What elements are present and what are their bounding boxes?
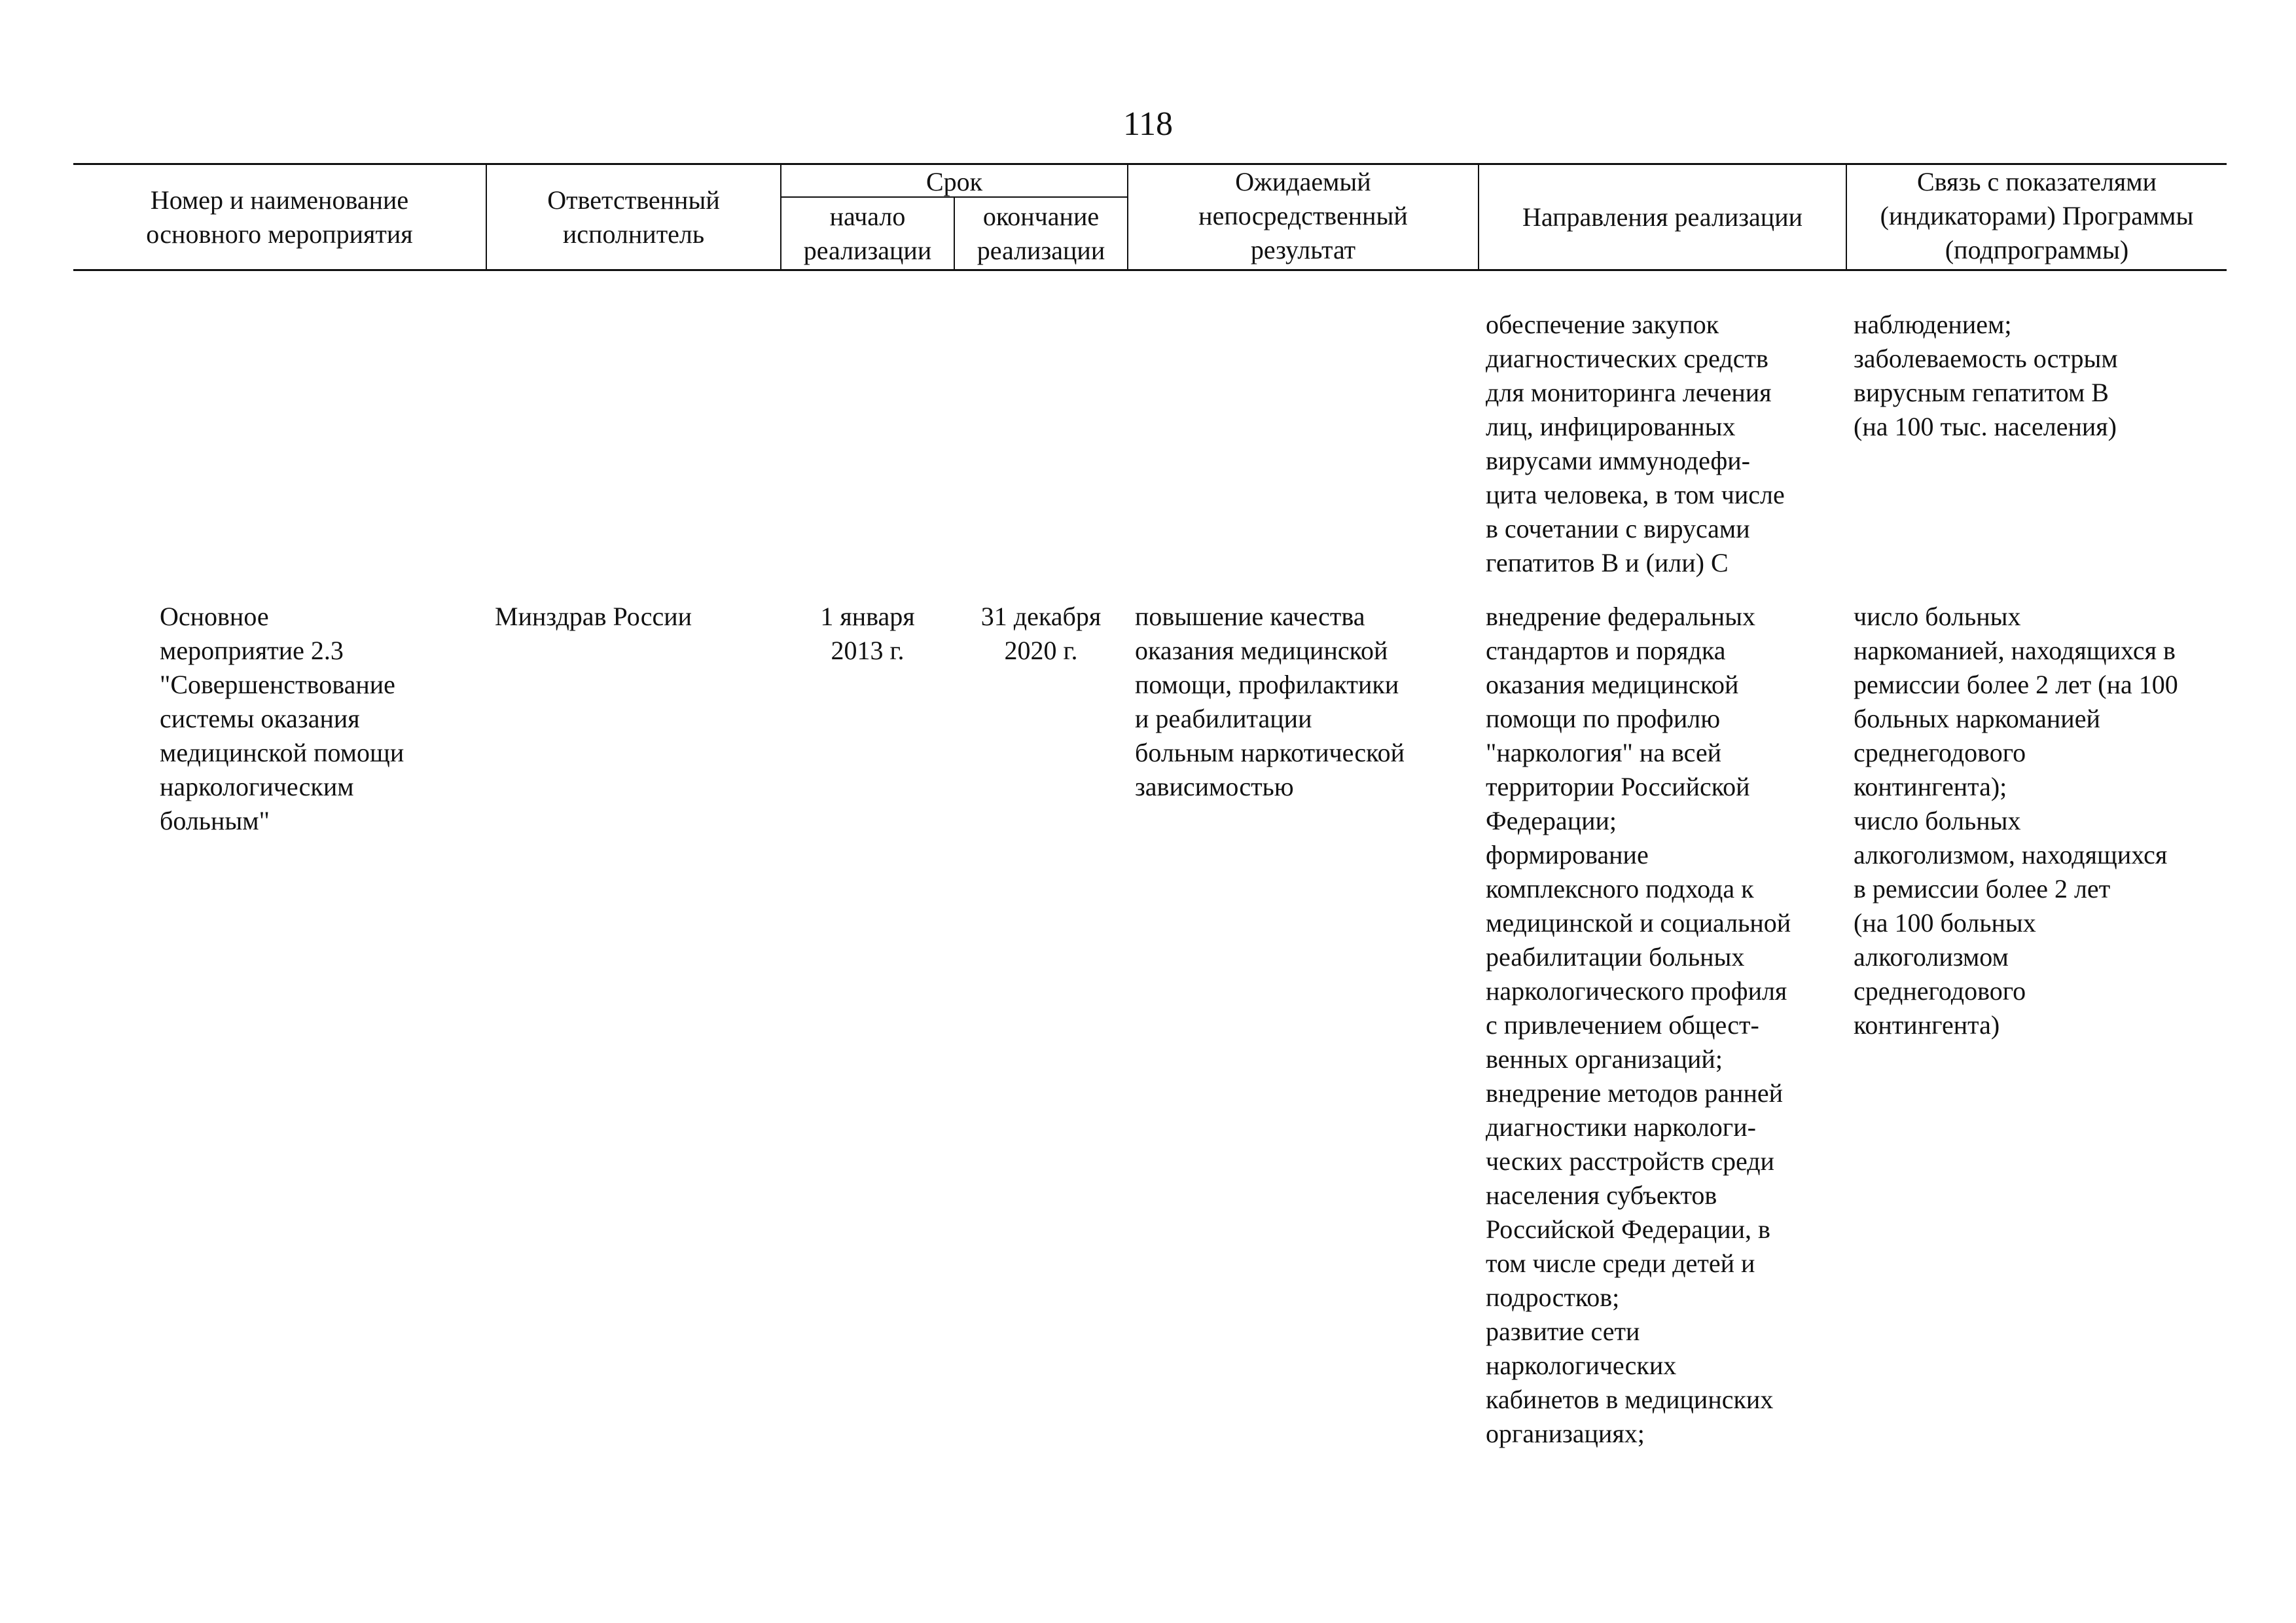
header-indicators: Связь с показателями (индикаторами) Программы (подпрограммы) [1880, 167, 2194, 264]
start-date: 1 января 2013 г. [820, 602, 915, 665]
header-srok: Срок [925, 167, 983, 196]
expected-result: повышение качества оказания медицинской помощи, профилактики и реабилитации больным наркотической зависимостью [1135, 602, 1405, 801]
header-expected-result: Ожидаемый непосредственный результат [1198, 167, 1408, 264]
program-indicators: число больных наркоманией, находящихся в ремиссии более 2 лет (на 100 больных наркоманией среднегодового контингента); число больных алкоголизмом, находящихся в ремиссии более 2 лет (на 100 больных алкоголизмом среднегодового контингента) [1854, 602, 2178, 1040]
header-start: начало реализации [803, 202, 932, 265]
responsible-executor: Минздрав России [495, 602, 692, 631]
table-header-bottom-rule [73, 269, 2227, 271]
activity-name: Основное мероприятие 2.3 "Совершенствование системы оказания медицинской помощи наркологическим больным" [160, 602, 404, 835]
implementation-directions: внедрение федеральных стандартов и порядка оказания медицинской помощи по профилю "наркология" на всей территории Российской Федерации; формирование комплексного подхода к медицинской и социальной реабилитации больных наркологического профиля с привлечением общест- венных организаций; внедрение методов ранней диагностики наркологи- ческих расстройств среди населения субъектов Российской Федерации, в том числе среди детей и подростков; развитие сети наркологических кабинетов в медицинских организациях; [1486, 602, 1791, 1448]
header-end: окончание реализации [977, 202, 1105, 265]
header-executor: Ответственный исполнитель [547, 185, 720, 249]
end-date: 31 декабря 2020 г. [980, 602, 1102, 665]
continuation-directions: обеспечение закупок диагностических средств для мониторинга лечения лиц, инфицированных вирусами иммунодефи- цита человека, в том числе в сочетании с вирусами гепатитов B и (или) C [1486, 310, 1785, 577]
page-number: 118 [1122, 105, 1174, 143]
header-activity-name: Номер и наименование основного мероприятия [146, 185, 413, 249]
header-directions: Направления реализации [1522, 202, 1803, 232]
continuation-indicators: наблюдением; заболеваемость острым вирусным гепатитом B (на 100 тыс. населения) [1854, 310, 2118, 441]
